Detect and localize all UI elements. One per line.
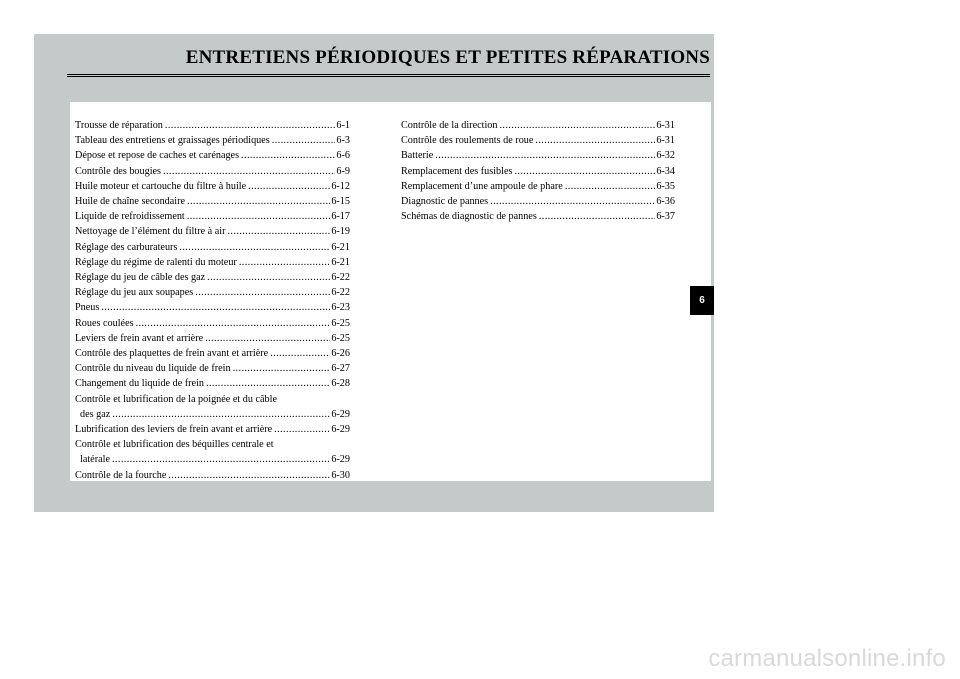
toc-entry-page: 6-29 (331, 424, 350, 436)
toc-leader (248, 179, 330, 194)
toc-entry-title: Remplacement des fusibles (401, 165, 513, 177)
toc-entry-title-continued: des gaz (80, 408, 111, 420)
toc-entry-page: 6-32 (656, 150, 675, 162)
toc-leader (101, 300, 330, 315)
toc-entry[interactable] (75, 209, 350, 224)
toc-entry-title: Pneus (75, 302, 100, 314)
toc-entry-title: Diagnostic de pannes (401, 196, 489, 208)
toc-leader (168, 468, 330, 483)
toc-entry[interactable] (75, 240, 350, 255)
toc-entry-page: 6-21 (331, 256, 350, 268)
toc-leader (207, 270, 330, 285)
toc-entry[interactable] (75, 422, 350, 437)
toc-entry-page: 6-17 (331, 211, 350, 223)
toc-column-left (75, 118, 350, 483)
toc-entry[interactable] (401, 179, 675, 194)
chapter-title: ENTRETIENS PÉRIODIQUES ET PETITES RÉPARATIONS (185, 47, 710, 68)
toc-entry-title: Contrôle des bougies (75, 165, 162, 177)
toc-leader (435, 148, 655, 163)
toc-entry-title: Contrôle de la direction (401, 120, 498, 131)
toc-entry[interactable] (75, 255, 350, 270)
toc-entry-page: 6-31 (656, 135, 675, 147)
toc-entry-title: Contrôle et lubrification des béquilles centrale et (75, 439, 274, 451)
toc-leader (241, 148, 335, 163)
toc-entry-page: 6-29 (331, 408, 350, 420)
toc-entry[interactable] (75, 361, 350, 376)
toc-leader (274, 422, 330, 437)
toc-entry-page: 6-34 (656, 165, 675, 177)
toc-leader (163, 164, 335, 179)
toc-leader (195, 285, 330, 300)
toc-entry[interactable] (75, 224, 350, 239)
toc-entry-title-continued: latérale (80, 454, 110, 466)
toc-entry-title: Contrôle du niveau du liquide de frein (75, 363, 231, 375)
toc-leader (187, 209, 331, 224)
toc-entry[interactable] (75, 133, 350, 148)
toc-entry[interactable] (75, 148, 350, 163)
toc-entry[interactable] (75, 437, 350, 467)
toc-entry-title: Leviers de frein avant et arrière (75, 332, 204, 344)
toc-entry[interactable] (75, 118, 350, 133)
title-rule (67, 74, 710, 75)
toc-entry-page: 6-23 (331, 302, 350, 314)
toc-entry-title: Réglage du régime de ralenti du moteur (75, 256, 237, 268)
toc-entry-page: 6-12 (331, 180, 350, 192)
toc-entry-page: 6-21 (331, 241, 350, 253)
toc-entry[interactable] (75, 300, 350, 315)
toc-entry-title: Dépose et repose de caches et carénages (75, 150, 240, 162)
toc-leader (233, 361, 331, 376)
toc-entry-page: 6-37 (656, 211, 675, 223)
toc-entry-title: Schémas de diagnostic de pannes (401, 211, 537, 223)
toc-leader (270, 346, 330, 361)
toc-entry-page: 6-36 (656, 196, 675, 208)
toc-entry-page: 6-27 (331, 363, 350, 375)
toc-leader (205, 331, 330, 346)
toc-entry-page: 6-22 (331, 272, 350, 284)
toc-entry-page: 6-22 (331, 287, 350, 299)
toc-leader (165, 118, 336, 133)
toc-leader (539, 209, 656, 224)
chapter-tab[interactable]: 6 (690, 286, 714, 315)
toc-leader (179, 240, 330, 255)
toc-entry-page: 6-1 (336, 120, 350, 131)
toc-entry[interactable] (401, 164, 675, 179)
toc-leader (206, 376, 330, 391)
toc-entry-title: Réglage des carburateurs (75, 241, 178, 253)
toc-entry-page: 6-35 (656, 180, 675, 192)
toc-entry-title: Huile de chaîne secondaire (75, 196, 186, 208)
toc-entry-page: 6-26 (331, 348, 350, 360)
toc-entry[interactable] (401, 148, 675, 163)
toc-entry-title: Roues coulées (75, 317, 134, 329)
toc-entry[interactable] (401, 209, 675, 224)
toc-entry-title: Lubrification des leviers de frein avant et arrière (75, 424, 273, 436)
toc-leader (112, 452, 330, 467)
toc-entry-title: Contrôle et lubrification de la poignée et du câble (75, 393, 277, 405)
toc-entry-title: Liquide de refroidissement (75, 211, 185, 223)
toc-entry-page: 6-29 (331, 454, 350, 466)
toc-entry-page: 6-25 (331, 332, 350, 344)
toc-leader (535, 133, 655, 148)
toc-entry[interactable] (75, 346, 350, 361)
toc-entry[interactable] (75, 376, 350, 391)
toc-leader (112, 407, 330, 422)
toc-entry-title: Changement du liquide de frein (75, 378, 205, 390)
title-rule (67, 76, 710, 77)
toc-entry[interactable] (75, 164, 350, 179)
toc-column-right (401, 118, 675, 224)
toc-entry-title: Réglage du jeu de câble des gaz (75, 272, 206, 284)
toc-entry-page: 6-25 (331, 317, 350, 329)
toc-entry-page: 6-28 (331, 378, 350, 390)
toc-entry-title: Contrôle des plaquettes de frein avant et arrière (75, 348, 269, 360)
toc-entry[interactable] (75, 270, 350, 285)
table-of-contents (70, 102, 711, 481)
toc-entry[interactable] (75, 331, 350, 346)
toc-entry-page: 6-31 (656, 120, 675, 131)
toc-leader (187, 194, 330, 209)
toc-entry-title: Nettoyage de l’élément du filtre à air (75, 226, 226, 238)
watermark: carmanualsonline.info (708, 645, 946, 672)
toc-entry[interactable] (75, 194, 350, 209)
toc-entry-title: Contrôle des roulements de roue (401, 135, 534, 147)
toc-entry[interactable] (75, 316, 350, 331)
toc-leader (239, 255, 331, 270)
toc-entry-title: Contrôle de la fourche (75, 469, 167, 481)
toc-entry-title: Réglage du jeu aux soupapes (75, 287, 194, 299)
toc-leader (227, 224, 330, 239)
toc-entry[interactable] (401, 118, 675, 133)
toc-entry[interactable] (75, 285, 350, 300)
toc-leader (136, 316, 331, 331)
toc-entry-page: 6-30 (331, 469, 350, 481)
toc-entry[interactable] (401, 133, 675, 148)
toc-entry-title: Huile moteur et cartouche du filtre à huile (75, 180, 247, 192)
toc-entry-page: 6-9 (336, 165, 350, 177)
chapter-contents-panel (34, 34, 714, 512)
toc-leader (272, 133, 336, 148)
toc-leader (490, 194, 655, 209)
toc-entry[interactable] (75, 468, 350, 483)
toc-entry[interactable] (401, 194, 675, 209)
toc-entry-title: Batterie (401, 150, 434, 162)
toc-entry-title: Tableau des entretiens et graissages périodiques (75, 135, 270, 147)
toc-entry-page: 6-6 (336, 150, 350, 162)
toc-entry[interactable] (75, 392, 350, 422)
toc-entry[interactable] (75, 179, 350, 194)
toc-leader (499, 118, 655, 133)
toc-entry-page: 6-19 (331, 226, 350, 238)
toc-entry-title: Trousse de réparation (75, 120, 163, 131)
toc-entry-page: 6-3 (336, 135, 350, 147)
toc-leader (565, 179, 656, 194)
toc-entry-title: Remplacement d’une ampoule de phare (401, 180, 563, 192)
toc-leader (514, 164, 655, 179)
toc-entry-page: 6-15 (331, 196, 350, 208)
